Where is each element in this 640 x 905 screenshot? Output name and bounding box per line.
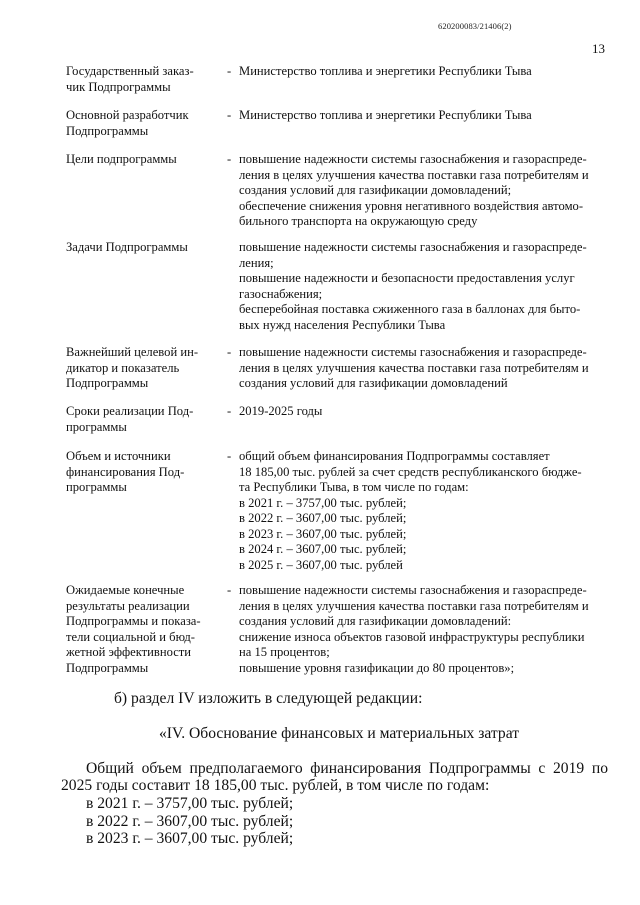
row-label: Ожидаемые конечные результаты реализации Подпрограммы и показа- тели социальной и бюд- жетной эффективности Подпрограммы: [66, 583, 201, 675]
row-label: Цели подпрограммы: [66, 152, 177, 166]
paragraph-line: Общий объем предполагаемого финансирования Подпрограммы с 2019 по: [86, 760, 608, 777]
section-heading: «IV. Обоснование финансовых и материальных затрат: [159, 725, 520, 742]
row-value: общий объем финансирования Подпрограммы составляет 18 185,00 тыс. рублей за счет средств республиканского бюдже- та Республики Тыва, в том числе по годам: в 2021 г. – 3757,00 тыс. рублей; в 2022 г. – 3607,00 тыс. рублей; в 2023 г. – 3607,00 тыс. рублей; в 2024 г. – 3607,00 тыс. рублей; в 2025 г. – 3607,00 тыс. рублей: [239, 449, 582, 572]
document-code: 620200083/21406(2): [438, 21, 512, 31]
funding-year-list: [86, 795, 293, 848]
paragraph-line: 2025 годы составит 18 185,00 тыс. рублей, в том числе по годам:: [61, 777, 490, 794]
row-dash: -: [227, 404, 232, 418]
row-label: Основной разработчик Подпрограммы: [66, 108, 189, 138]
row-value: повышение надежности системы газоснабжения и газораспреде- ления; повышение надежности и безопасности предоставления услуг газоснабжения; бесперебойная поставка сжиженного газа в баллонах для быто- вых нужд населения Республики Тыва: [239, 240, 587, 332]
amendment-subitem-b: б) раздел IV изложить в следующей редакции:: [114, 690, 423, 707]
row-label: Государственный заказ- чик Подпрограммы: [66, 64, 194, 94]
year-item: в 2021 г. – 3757,00 тыс. рублей;: [86, 795, 294, 812]
row-value: повышение надежности системы газоснабжения и газораспреде- ления в целях улучшения качества поставки газа потребителям и создания условий для газификации домовладений: [239, 345, 589, 390]
row-dash: -: [227, 108, 232, 122]
row-dash: -: [227, 152, 232, 166]
page-number: 13: [592, 41, 605, 56]
funding-paragraph: [86, 760, 608, 778]
funding-paragraph-cont: [61, 777, 608, 795]
row-dash: -: [227, 449, 232, 463]
row-dash: -: [227, 345, 232, 359]
row-value: повышение надежности системы газоснабжения и газораспреде- ления в целях улучшения качества поставки газа потребителям и создания условий для газификации домовладений: снижение износа объектов газовой инфраструктуры республики на 15 процентов; повышение уровня газификации до 80 процентов»;: [239, 583, 589, 675]
row-label: Задачи Подпрограммы: [66, 240, 188, 254]
row-value: Министерство топлива и энергетики Республики Тыва: [239, 108, 532, 122]
row-label: Важнейший целевой ин- дикатор и показатель Подпрограммы: [66, 345, 199, 390]
year-item: в 2022 г. – 3607,00 тыс. рублей;: [86, 812, 294, 830]
row-value: Министерство топлива и энергетики Республики Тыва: [239, 64, 532, 78]
row-value: 2019-2025 годы: [239, 404, 323, 418]
row-label: Сроки реализации Под- программы: [66, 404, 194, 434]
year-item: в 2023 г. – 3607,00 тыс. рублей;: [86, 830, 294, 847]
row-dash: -: [227, 64, 232, 78]
row-label: Объем и источники финансирования Под- программы: [66, 449, 185, 494]
row-value: повышение надежности системы газоснабжения и газораспреде- ления в целях улучшения качества поставки газа потребителям и создания условий для газификации домовладений; обеспечение снижения уровня негативного воздействия автомо- бильного транспорта на окружающую среду: [239, 152, 589, 228]
row-dash: -: [227, 583, 232, 597]
